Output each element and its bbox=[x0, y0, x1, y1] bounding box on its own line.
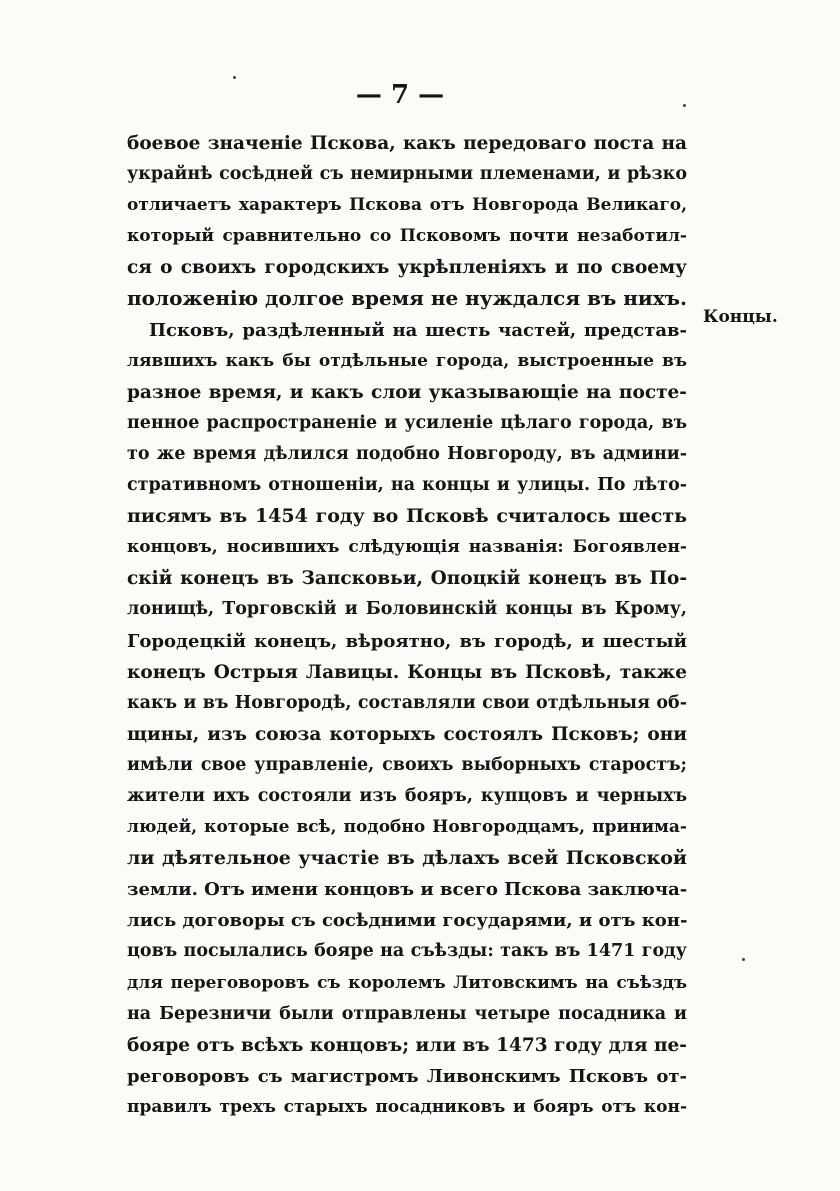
text-line: положенiю долгое время не нуждался въ нихъ. bbox=[127, 286, 687, 311]
text-line: бояре отъ всѣхъ концовъ; или въ 1473 году для пе- bbox=[127, 1034, 687, 1056]
text-line: людей, которые всѣ, подобно Новгородцамъ, принима- bbox=[127, 817, 687, 838]
text-line: боевое значенiе Пскова, какъ передоваго поста на bbox=[127, 133, 687, 154]
text-line: земли. Отъ имени концовъ и всего Пскова заключа- bbox=[127, 879, 688, 901]
text-line: скiй конецъ въ Запсковьи, Опоцкiй конецъ въ По- bbox=[127, 568, 687, 590]
text-line: разное время, и какъ слои указывающiе на посте- bbox=[127, 381, 687, 403]
text-line: для переговоровъ съ королемъ Литовскимъ на съѣздъ bbox=[127, 972, 687, 993]
text-line: пенное распространенiе и усиленiе цѣлаго города, въ bbox=[127, 412, 687, 433]
text-line: имѣли свое управленiе, своихъ выборныхъ старостъ; bbox=[127, 754, 687, 775]
text-line: украйнѣ сосѣдней съ немирными племенами, и рѣзко bbox=[127, 164, 687, 185]
text-line: который сравнительно со Псковомъ почти незаботил- bbox=[127, 226, 687, 247]
text-line: какъ и въ Новгородѣ, составляли свои отдѣльныя об- bbox=[127, 692, 687, 713]
text-line: на Березничи были отправлены четыре посадника и bbox=[127, 1003, 687, 1024]
body-text bbox=[127, 128, 687, 1123]
text-line: писямъ въ 1454 году во Псковѣ считалось шесть bbox=[127, 505, 687, 528]
text-line: Городецкiй конецъ, вѣроятно, въ городѣ, и шестый bbox=[127, 630, 687, 652]
text-line: жители ихъ состояли изъ бояръ, купцовъ и черныхъ bbox=[127, 785, 687, 806]
text-line: концовъ, носившихъ слѣдующiя названiя: Богоявлен- bbox=[127, 537, 687, 558]
text-line: стративномъ отношенiи, на концы и улицы. По лѣто- bbox=[127, 475, 687, 496]
text-line: то же время дѣлился подобно Новгороду, въ админи- bbox=[127, 443, 687, 464]
text-line: отличаетъ характеръ Пскова отъ Новгорода Великаго, bbox=[127, 195, 687, 216]
text-line: ли дѣятельное участiе въ дѣлахъ всей Псковской bbox=[127, 847, 687, 870]
print-speck bbox=[683, 104, 686, 107]
page-number: — 7 — bbox=[355, 80, 445, 110]
text-line: правилъ трехъ старыхъ посадниковъ и бояръ отъ кон- bbox=[127, 1096, 687, 1117]
print-speck bbox=[233, 76, 236, 79]
text-line: лявшихъ какъ бы отдѣльные города, выстроенные въ bbox=[127, 350, 687, 371]
margin-note: Концы. bbox=[703, 307, 778, 327]
print-speck bbox=[742, 958, 745, 961]
text-line: конецъ Острыя Лавицы. Концы въ Псковѣ, также bbox=[127, 661, 687, 683]
text-line: лонищѣ, Торговскiй и Боловинскiй концы въ Крому, bbox=[127, 599, 687, 620]
text-line: реговоровъ съ магистромъ Ливонскимъ Псковъ от- bbox=[127, 1065, 687, 1087]
text-line: щины, изъ союза которыхъ состоялъ Псковъ; они bbox=[127, 723, 687, 745]
text-line: ся о своихъ городскихъ укрѣпленiяхъ и по своему bbox=[127, 257, 687, 279]
text-line: лись договоры съ сосѣдними государями, и отъ кон- bbox=[127, 910, 688, 932]
text-line: Псковъ, раздѣленный на шесть частей, представ- bbox=[149, 319, 687, 341]
text-line: цовъ посылались бояре на съѣзды: такъ въ 1471 году bbox=[127, 941, 687, 962]
